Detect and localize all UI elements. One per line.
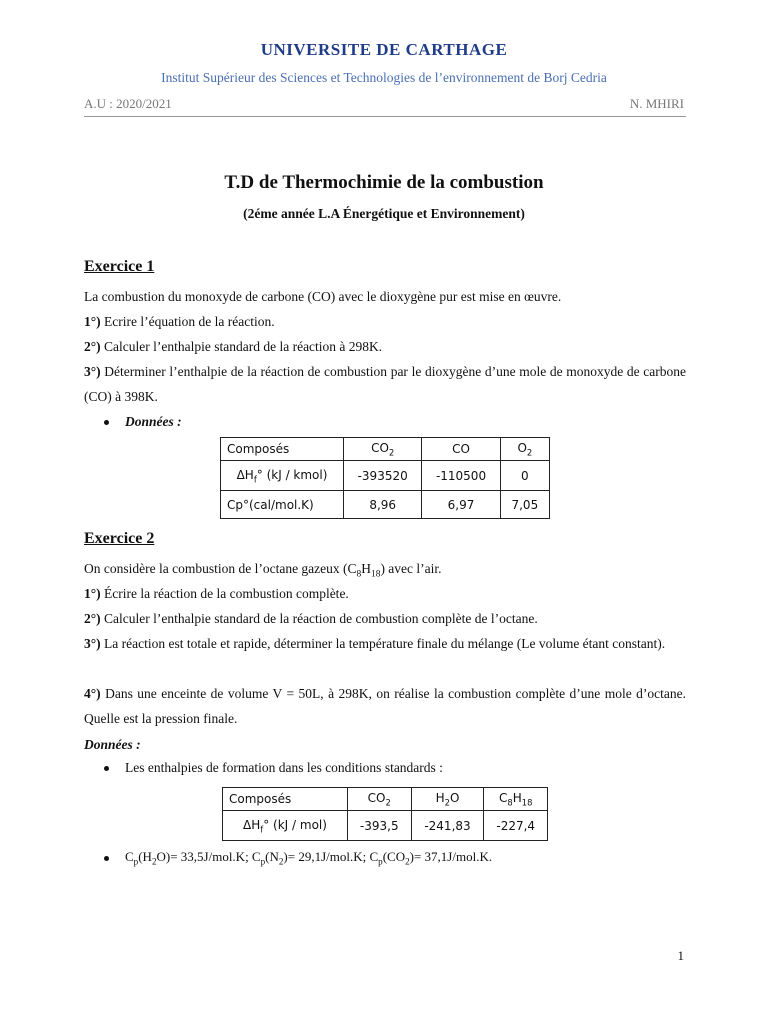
exercise-1-data-table	[220, 437, 550, 519]
document-title: T.D de Thermochimie de la combustion	[224, 172, 544, 193]
bullet-icon	[104, 420, 109, 425]
exercise-2-question-1: 1°) Écrire la réaction de la combustion complète.	[84, 586, 349, 601]
exercise-1-heading: Exercice 1	[84, 258, 155, 275]
exercise-2-data-table	[222, 787, 548, 841]
table-cell: 0	[500, 461, 549, 491]
exercise-2-question-4: 4°) Dans une enceinte de volume V = 50L, à 298K, on réalise la combustion complète d’une mole d’octane. Quelle est la pression finale.	[84, 686, 686, 726]
header-divider	[84, 116, 686, 117]
exercise-1-data-bullet: Données :	[104, 414, 182, 430]
row-label-enthalpy: $\Delta H_f^\circ$ (kJ / kmol)	[221, 461, 344, 491]
exercise-2-bullet-enthalpies: Les enthalpies de formation dans les conditions standards :	[104, 760, 443, 776]
exercise-1-question-2: 2°) Calculer l’enthalpie standard de la réaction à 298K.	[84, 339, 383, 354]
table-cell: -110500	[422, 461, 500, 491]
institute-name: Institut Supérieur des Sciences et Technologies de l’environnement de Borj Cedria	[161, 70, 607, 85]
document-subtitle: (2éme année L.A Énergétique et Environnement)	[243, 206, 525, 221]
table-cell: -227,4	[484, 811, 548, 841]
table-cell: 6,97	[422, 491, 500, 519]
exercise-2-intro: On considère la combustion de l’octane gazeux $(C_8H_{18})$ avec l’air.	[84, 561, 442, 580]
academic-year: A.U : 2020/2021	[84, 96, 172, 111]
exercise-2-bullet-cp: $C_p(H_2O)= 33,5J/mol.K$; $C_p(N_2)= 29,1J/mol.K$; $C_p(CO_2)= 37,1J/mol.K$.	[104, 849, 492, 867]
exercise-2-question-2: 2°) Calculer l’enthalpie standard de la réaction de combustion complète de l’octane.	[84, 611, 538, 626]
table-header-cell: Composés	[223, 788, 348, 811]
row-label-enthalpy: $\Delta H_f^\circ$ (kJ / mol)	[223, 811, 348, 841]
table-header-cell: Composés	[221, 438, 344, 461]
table-header-cell: CO	[422, 438, 500, 461]
table-header-cell: $CO_2$	[344, 438, 422, 461]
table-header-cell: $H_2O$	[411, 788, 484, 811]
table-cell: -393520	[344, 461, 422, 491]
exercise-1-question-1: 1°) Ecrire l’équation de la réaction.	[84, 314, 275, 329]
bullet-icon	[104, 766, 109, 771]
page-number: 1	[677, 948, 684, 963]
exercise-1-intro: La combustion du monoxyde de carbone (CO) avec le dioxygène pur est mise en œuvre.	[84, 289, 562, 304]
table-header-cell: $CO_2$	[348, 788, 412, 811]
table-cell: 8,96	[344, 491, 422, 519]
exercise-2-data-label: Données :	[84, 737, 141, 752]
author: N. MHIRI	[629, 96, 684, 111]
table-header-cell: $O_2$	[500, 438, 549, 461]
row-label-cp: Cp°(cal/mol.K)	[221, 491, 344, 519]
exercise-2-heading: Exercice 2	[84, 530, 155, 547]
table-header-cell: $C_8H_{18}$	[484, 788, 548, 811]
university-name: UNIVERSITE DE CARTHAGE	[260, 40, 508, 59]
table-cell: -241,83	[411, 811, 484, 841]
bullet-icon	[104, 856, 109, 861]
table-cell: 7,05	[500, 491, 549, 519]
exercise-1-question-3: 3°) Déterminer l’enthalpie de la réaction de combustion par le dioxygène d’une mole de monoxyde de carbone (CO) à 398K.	[84, 364, 686, 404]
exercise-2-question-3: 3°) La réaction est totale et rapide, déterminer la température finale du mélange (Le volume étant constant).	[84, 636, 666, 651]
table-cell: -393,5	[348, 811, 412, 841]
